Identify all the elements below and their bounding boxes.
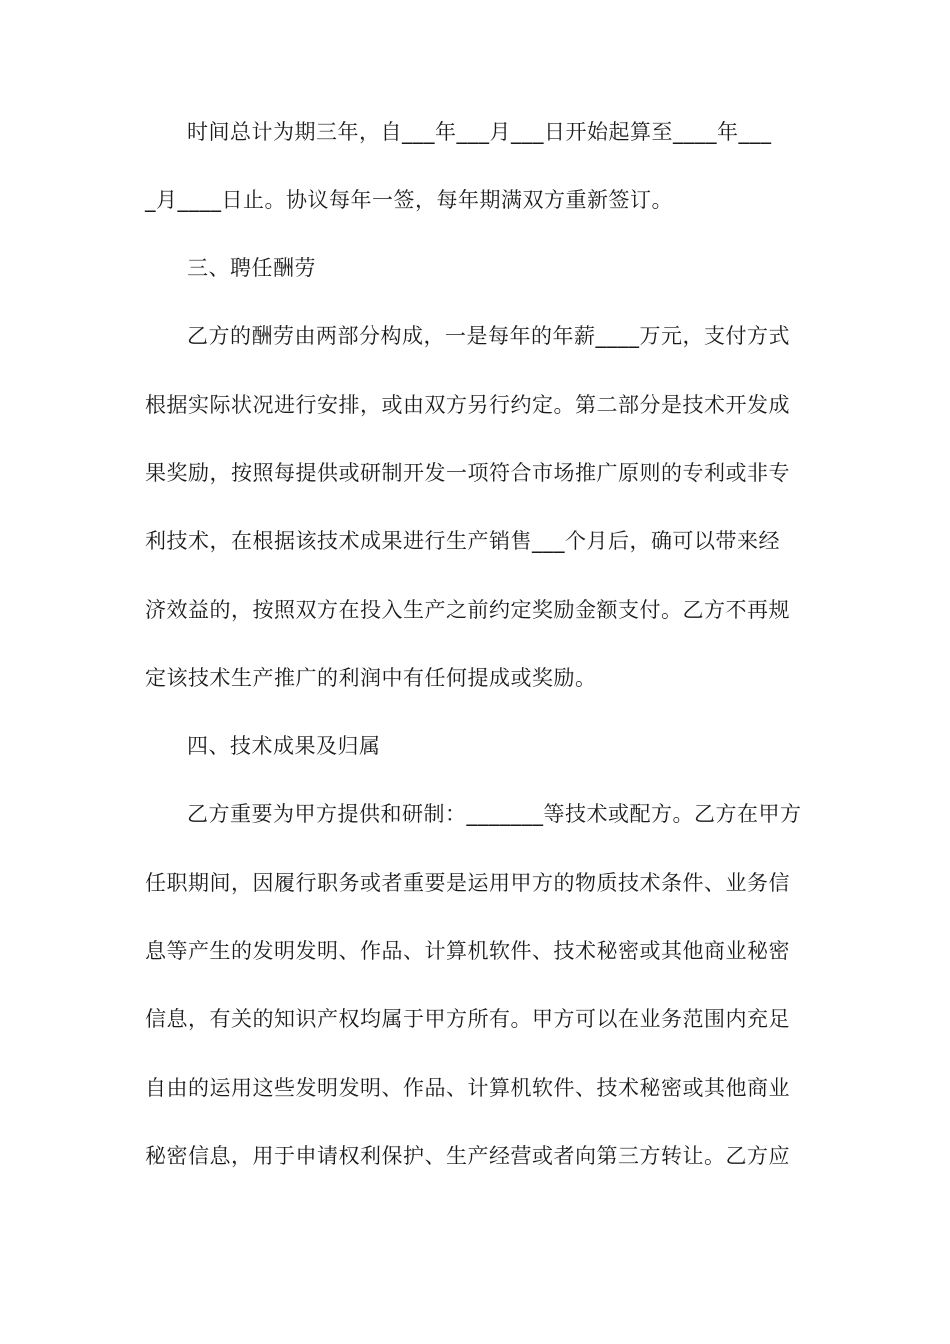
paragraph-line: 乙方的酬劳由两部分构成，一是每年的年薪____万元，支付方式 xyxy=(187,324,790,348)
paragraph-line: 自由的运用这些发明发明、作品、计算机软件、技术秘密或其他商业 xyxy=(145,1076,790,1100)
paragraph-line: 定该技术生产推广的利润中有任何提成或奖励。 xyxy=(145,666,597,690)
paragraph-line: 信息，有关的知识产权均属于甲方所有。甲方可以在业务范围内充足 xyxy=(145,1007,790,1031)
paragraph-line: 息等产生的发明发明、作品、计算机软件、技术秘密或其他商业秘密 xyxy=(145,939,790,963)
paragraph-line: 秘密信息，用于申请权利保护、生产经营或者向第三方转让。乙方应 xyxy=(145,1144,790,1168)
paragraph-line: 济效益的，按照双方在投入生产之前约定奖励金额支付。乙方不再规 xyxy=(145,598,790,622)
paragraph-line: 果奖励，按照每提供或研制开发一项符合市场推广原则的专利或非专 xyxy=(145,461,790,485)
paragraph-line: 根据实际状况进行安排，或由双方另行约定。第二部分是技术开发成 xyxy=(145,393,790,417)
paragraph-line: _月____日止。协议每年一签，每年期满双方重新签订。 xyxy=(145,188,673,212)
paragraph-line: 利技术，在根据该技术成果进行生产销售___个月后，确可以带来经 xyxy=(145,529,780,553)
paragraph-line: 任职期间，因履行职务或者重要是运用甲方的物质技术条件、业务信 xyxy=(145,871,790,895)
section-heading: 三、聘任酬劳 xyxy=(187,256,316,280)
section-heading: 四、技术成果及归属 xyxy=(187,734,381,758)
paragraph-line: 乙方重要为甲方提供和研制：_______等技术或配方。乙方在甲方 xyxy=(187,802,802,826)
paragraph-line: 时间总计为期三年，自___年___月___日开始起算至____年___ xyxy=(187,120,772,144)
